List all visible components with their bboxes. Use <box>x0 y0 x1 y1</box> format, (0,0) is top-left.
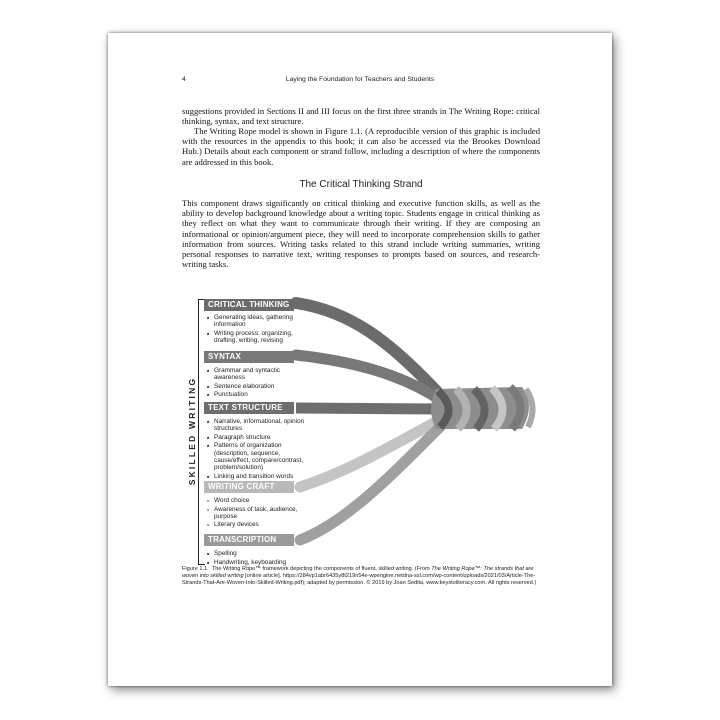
strand-item: ■ Punctuation <box>206 391 306 398</box>
section-heading: The Critical Thinking Strand <box>299 179 423 190</box>
writing-rope-figure <box>180 291 550 566</box>
rope-strand-writing-craft <box>300 417 445 487</box>
strand-item: ■ Grammar and syntactic awareness <box>206 367 306 381</box>
strand-item: ■ Sentence elaboration <box>206 383 306 390</box>
strand-header-writing-craft: WRITING CRAFT <box>204 481 294 493</box>
figure-bracket <box>198 299 205 565</box>
strand-item: ■ Handwriting, keyboarding <box>206 559 306 566</box>
running-title: Laying the Foundation for Teachers and Students <box>285 76 435 83</box>
paragraph-critical-thinking: This component draws significantly on critical thinking and executive function skills, as well as the ability to develop background knowledge about a writing topic. Students engage in critical thinking as they reflect on what they want to communicate through their writing. If they are composing an informational or opinion/argument piece, they will need to incorporate comprehension skills to gather information from sources. Writing tasks related to this strand include writing summaries, writing personal responses to narrative text, writing responses to prompts based on sources, and research-writing tasks. <box>182 198 540 270</box>
strand-item: ■ Spelling <box>206 550 306 557</box>
paragraph-intro: suggestions provided in Sections II and III focus on the first three strands in The Writing Rope: critical thinking, syntax, and text structure. <box>182 106 540 127</box>
rope-strand-text-structure <box>296 408 440 409</box>
caption-text-before: The Writing Rope™ framework depicting the components of fluent, skilled writing. (From <box>211 566 432 572</box>
strand-header-syntax: SYNTAX <box>204 351 294 363</box>
strand-item: ■ Literary devices <box>206 521 306 528</box>
skilled-writing-label: SKILLED WRITING <box>187 376 197 486</box>
book-page <box>108 33 612 686</box>
strand-header-text-structure: TEXT STRUCTURE <box>204 402 294 414</box>
strand-item: ■ Word choice <box>206 497 306 504</box>
caption-title: The Writing Rope™: The strands that are woven into skilled writing <box>182 566 534 579</box>
caption-label: Figure 1.1. <box>182 566 209 572</box>
caption-text-after: [online article]. https://284vp1abr6435y8t219n54e-wpengine.netdna-ssl.com/wp-content/uploads/2021/03/Article-The-Strands-That-Are-Woven-Into-Skilled-Writing.pdf); adapted by permission. © 2019 by Joan Sedita, www.keystoliteracy.com. All rights reserved.) <box>182 573 537 586</box>
strand-item: ■ Generating ideas, gathering information <box>206 314 306 328</box>
strand-item: ■ Awareness of task, audience, purpose <box>206 506 306 520</box>
strand-item: ■ Paragraph structure <box>206 434 306 441</box>
paragraph-model: The Writing Rope model is shown in Figure 1.1. (A reproducible version of this graphic is included with the resources in the appendix to this book; it can also be accessed via the Brookes Download Hub.) Details about each component or strand follow, including a description of where the components are addressed in this book. <box>182 126 540 167</box>
figure-caption <box>182 566 540 587</box>
strand-header-transcription: TRANSCRIPTION <box>204 534 294 546</box>
page-number: 4 <box>182 76 186 83</box>
strand-item: ■ Writing process: organizing, drafting, writing, revising <box>206 330 306 344</box>
strand-item: ■ Linking and transition words <box>206 473 306 480</box>
strand-item: ■ Narrative, informational, opinion structures <box>206 418 306 432</box>
strand-item: ■ Patterns of organization (description, sequence, cause/effect, compare/contrast, problem/solution) <box>206 442 306 471</box>
strand-header-critical-thinking: CRITICAL THINKING <box>204 299 294 311</box>
rope-illustration <box>290 291 550 563</box>
